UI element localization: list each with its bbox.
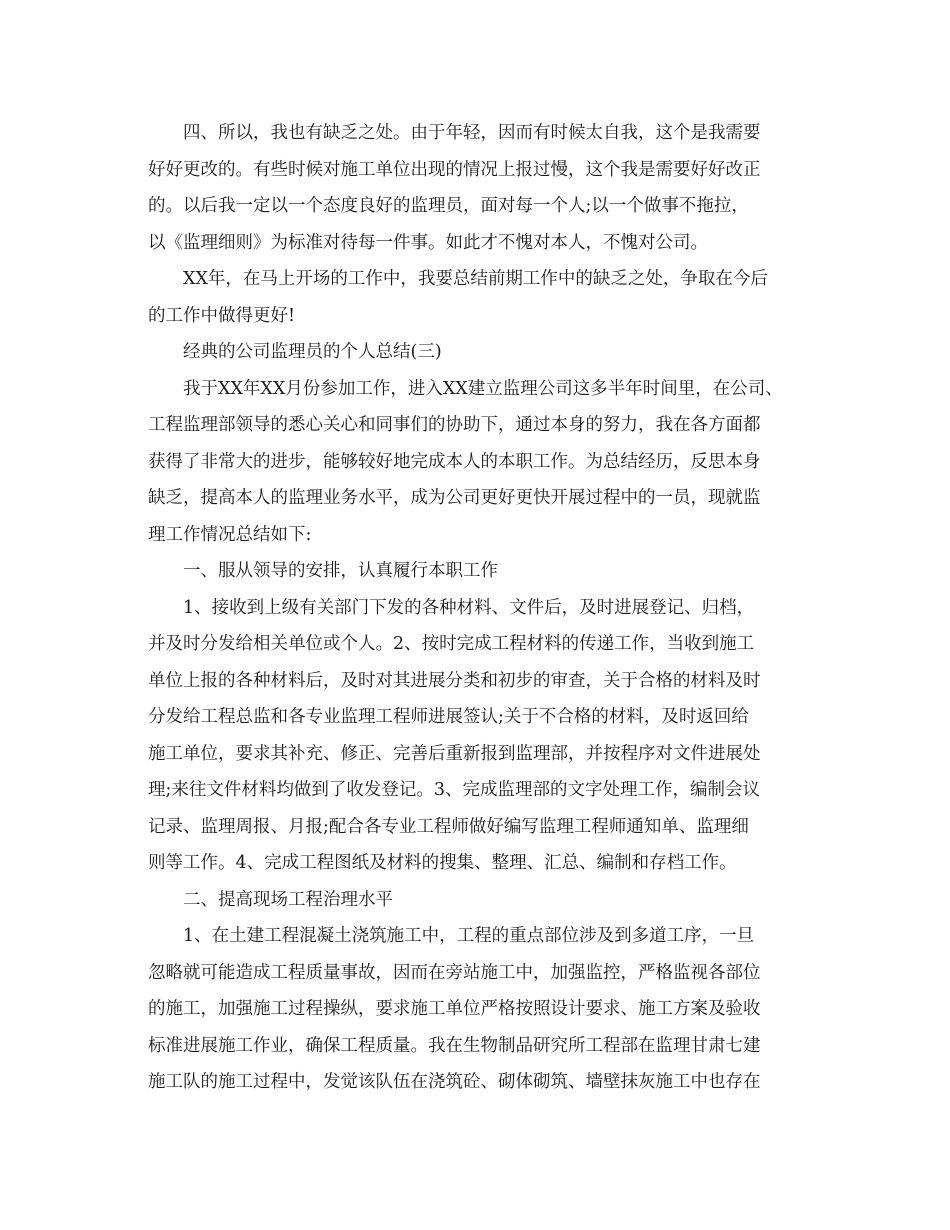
- text-line: 以《监理细则》为标准对待每一件事。如此才不愧对本人，不愧对公司。: [148, 232, 708, 253]
- text-line: 施工队的施工过程中，发觉该队伍在浇筑砼、砌体砌筑、墙壁抹灰施工中也存在: [148, 1072, 761, 1092]
- text-line: 缺乏，提高本人的监理业务水平，成为公司更好更快开展过程中的一员，现就监: [148, 488, 761, 508]
- text-line: 的施工，加强施工过程操纵，要求施工单位严格按照设计要求、施工方案及验收: [148, 999, 761, 1019]
- text-line: 工程监理部领导的悉心关心和同事们的协助下，通过本身的努力，我在各方面都: [148, 415, 761, 435]
- text-line: 我于XX年XX月份参加工作，进入XX建立监理公司这多半年时间里，在公司、: [183, 378, 783, 399]
- text-line: 的。以后我一定以一个态度良好的监理员，面对每一个人;以一个做事不拖拉，: [148, 196, 749, 216]
- text-line: 施工单位，要求其补充、修正、完善后重新报到监理部，并按程序对文件进展处: [148, 743, 761, 764]
- text-line: 单位上报的各种材料后，及时对其进展分类和初步的审查，关于合格的材料及时: [148, 670, 761, 691]
- text-line: 好好更改的。有些时候对施工单位出现的情况上报过慢，这个我是需要好好改正: [148, 159, 761, 180]
- text-line: 忽略就可能造成工程质量事故，因而在旁站施工中，加强监控，严格监视各部位: [148, 962, 761, 983]
- text-line: 并及时分发给相关单位或个人。2、按时完成工程材料的传递工作，当收到施工: [148, 634, 755, 654]
- text-line: 经典的公司监理员的个人总结(三): [183, 342, 442, 362]
- text-line: 获得了非常大的进步，能够较好地完成本人的本职工作。为总结经历，反思本身: [148, 451, 761, 472]
- text-line: 1、接收到上级有关部门下发的各种材料、文件后，及时进展登记、归档，: [183, 597, 755, 618]
- text-line: 分发给工程总监和各专业监理工程师进展签认;关于不合格的材料，及时返回给: [148, 707, 749, 727]
- text-line: 则等工作。4、完成工程图纸及材料的搜集、整理、汇总、编制和存档工作。: [148, 853, 737, 873]
- text-line: 理;来往文件材料均做到了收发登记。3、完成监理部的文字处理工作，编制会议: [148, 780, 761, 800]
- text-line: 一、服从领导的安排，认真履行本职工作: [183, 561, 498, 581]
- text-line: 二、提高现场工程治理水平: [183, 889, 393, 910]
- text-line: 标准进展施工作业，确保工程质量。我在生物制品研究所工程部在监理甘肃七建: [148, 1035, 761, 1056]
- text-line: 记录、监理周报、月报;配合各专业工程师做好编写监理工程师通知单、监理细: [148, 816, 749, 837]
- text-line: 的工作中做得更好!: [148, 305, 296, 326]
- text-line: XX年，在马上开场的工作中，我要总结前期工作中的缺乏之处，争取在今后: [183, 269, 768, 289]
- text-line: 1、在土建工程混凝土浇筑施工中，工程的重点部位涉及到多道工序，一旦: [183, 926, 755, 946]
- document-body: [148, 115, 808, 1101]
- text-line: 理工作情况总结如下:: [148, 524, 312, 545]
- text-line: 四、所以，我也有缺乏之处。由于年轻，因而有时候太自我，这个是我需要: [183, 123, 761, 143]
